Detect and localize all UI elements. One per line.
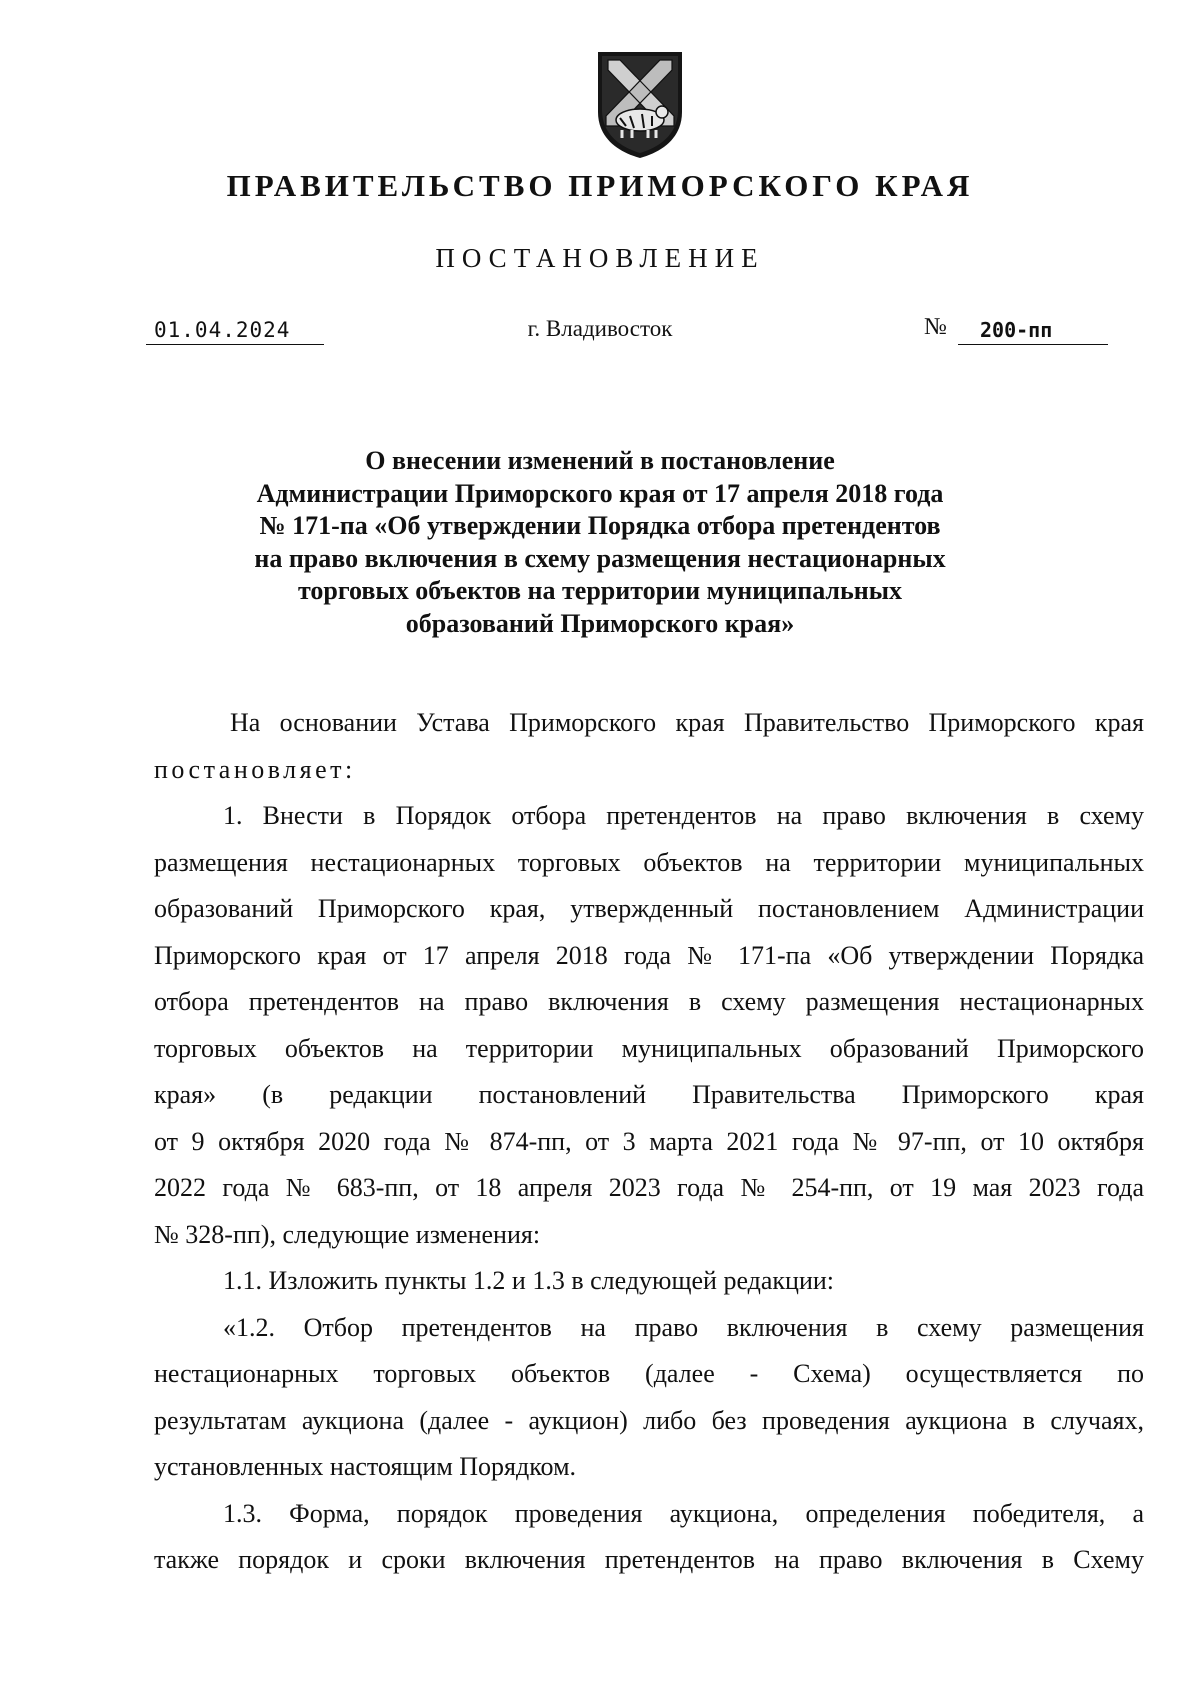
number-sign: № (924, 314, 947, 340)
body-line: постановляет: (154, 754, 356, 784)
body-line: от 9 октября 2020 года № 874-пп, от 3 марта 2021 года № 97-пп, от 10 октября (154, 1126, 1144, 1156)
document-city: г. Владивосток (527, 316, 673, 341)
body-line: также порядок и сроки включения претендентов на право включения в Схему (154, 1545, 1144, 1574)
body-line: На основании Устава Приморского края Правительство Приморского края (230, 708, 1144, 737)
title-line: торговых объектов на территории муниципальных (297, 576, 903, 605)
title-line: образований Приморского края» (405, 608, 795, 638)
body-line: 1. Внести в Порядок отбора претендентов на право включения в схему (223, 801, 1144, 830)
body-line: результатам аукциона (далее - аукцион) либо без проведения аукциона в случаях, (154, 1405, 1144, 1435)
title-line: № 171-па «Об утверждении Порядка отбора претендентов (259, 511, 941, 540)
coat-of-arms-emblem (590, 46, 690, 162)
body-line: края» (в редакции постановлений Правительства Приморского края (154, 1080, 1144, 1109)
body-line: установленных настоящим Порядком. (154, 1452, 577, 1481)
document-type: ПОСТАНОВЛЕНИЕ (435, 243, 765, 273)
body-line: торговых объектов на территории муниципальных образований Приморского (154, 1033, 1144, 1063)
body-line: № 328-пп), следующие изменения: (154, 1219, 541, 1249)
government-name: ПРАВИТЕЛЬСТВО ПРИМОРСКОГО КРАЯ (226, 168, 974, 203)
title-line: Администрации Приморского края от 17 апреля 2018 года (256, 478, 944, 508)
body-line: 1.3. Форма, порядок проведения аукциона, определения победителя, а (223, 1498, 1144, 1528)
title-line: на право включения в схему размещения нестационарных (254, 543, 946, 573)
body-line: Приморского края от 17 апреля 2018 года № 171-па «Об утверждении Порядка (154, 940, 1144, 970)
document-date: 01.04.2024 (146, 318, 324, 345)
body-line: 1.1. Изложить пункты 1.2 и 1.3 в следующей редакции: (223, 1266, 835, 1295)
body-line: нестационарных торговых объектов (далее - Схема) осуществляется по (154, 1359, 1144, 1388)
body-line: «1.2. Отбор претендентов на право включения в схему размещения (223, 1312, 1144, 1342)
title-line: О внесении изменений в постановление (365, 446, 835, 475)
body-line: образований Приморского края, утвержденный постановлением Администрации (154, 894, 1144, 923)
body-line: отбора претендентов на право включения в схему размещения нестационарных (154, 987, 1144, 1016)
body-line: 2022 года № 683-пп, от 18 апреля 2023 года № 254-пп, от 19 мая 2023 года (154, 1173, 1144, 1202)
document-number: 200-пп (958, 318, 1108, 345)
document-body (154, 700, 1144, 1584)
document-title (150, 445, 1050, 640)
body-line: размещения нестационарных торговых объектов на территории муниципальных (154, 847, 1144, 877)
